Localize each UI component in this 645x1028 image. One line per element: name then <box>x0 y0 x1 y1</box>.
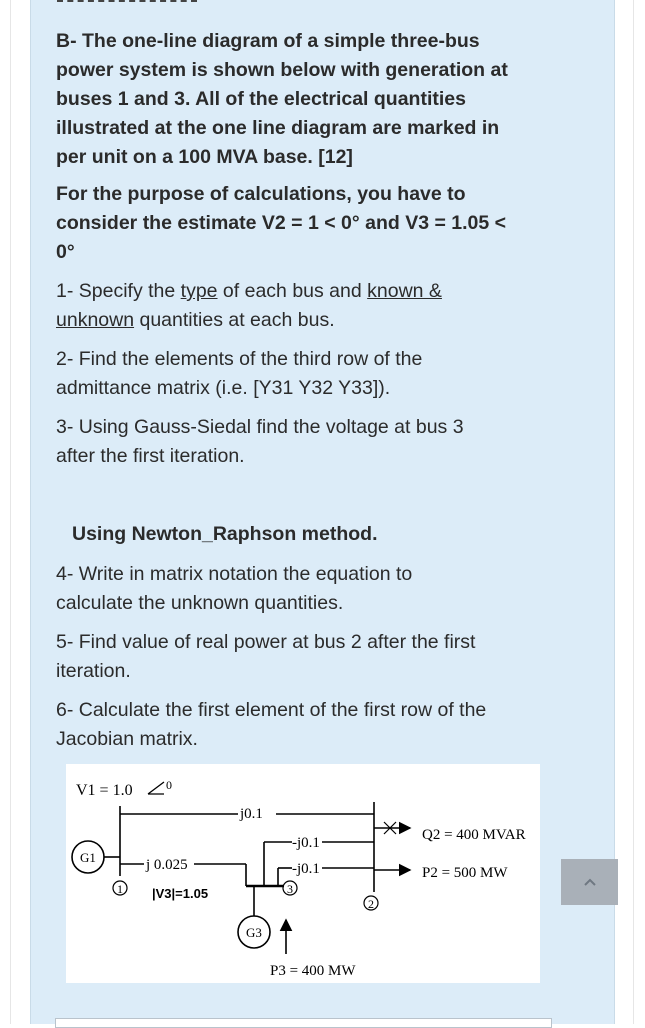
estimate-line: 0° <box>56 241 75 263</box>
z12-label: j0.1 <box>240 806 263 822</box>
v1-angle: 0 <box>166 778 172 792</box>
intro-paragraph <box>56 27 566 172</box>
item-2 <box>56 345 566 403</box>
item-line: after the first iteration. <box>56 445 245 467</box>
z13-label: j 0.025 <box>146 857 188 873</box>
angle-symbol <box>148 782 164 794</box>
item-3 <box>56 413 566 471</box>
generator-1-label: G1 <box>80 850 96 865</box>
item-1-line-2: unknown quantities at each bus. <box>56 309 335 331</box>
p3-label: P3 = 400 MW <box>270 963 356 979</box>
item-line: 2- Find the elements of the third row of the <box>56 348 423 370</box>
answer-input-box[interactable] <box>55 1018 552 1028</box>
scroll-to-top-button[interactable] <box>561 859 618 905</box>
item-4 <box>56 560 566 618</box>
estimate-line: For the purpose of calculations, you have to <box>56 183 466 205</box>
z23-label-b: -j0.1 <box>292 861 320 877</box>
item-1-line-1: 1- Specify the type of each bus and known & <box>56 280 442 302</box>
intro-line: B- The one-line diagram of a simple three-bus <box>56 30 480 52</box>
bus-1-number: 1 <box>117 882 123 896</box>
chevron-up-icon <box>583 877 597 887</box>
generator-3-label: G3 <box>246 925 262 940</box>
q2-label: Q2 = 400 MVAR <box>422 827 526 843</box>
diagram-canvas <box>66 764 540 983</box>
item-6 <box>56 696 566 754</box>
z23-label-a: -j0.1 <box>292 835 320 851</box>
item-line: 6- Calculate the first element of the first row of the <box>56 699 487 721</box>
v1-label: V1 = 1.0 <box>76 782 133 799</box>
v3-label: |V3|=1.05 <box>152 886 209 901</box>
intro-line: illustrated at the one line diagram are marked in <box>56 117 500 139</box>
intro-line: buses 1 and 3. All of the electrical quantities <box>56 88 466 110</box>
intro-line: power system is shown below with generation at <box>56 59 508 81</box>
bus-3-number: 3 <box>287 882 293 896</box>
item-line: calculate the unknown quantities. <box>56 592 344 614</box>
newton-raphson-heading: Using Newton_Raphson method. <box>72 523 378 545</box>
estimate-line: consider the estimate V2 = 1 < 0° and V3 = 1.05 < <box>56 212 507 234</box>
item-line: iteration. <box>56 660 131 682</box>
item-line: admittance matrix (i.e. [Y31 Y32 Y33]). <box>56 377 391 399</box>
bus-2-number: 2 <box>368 897 374 911</box>
item-line: 5- Find value of real power at bus 2 after the first <box>56 631 476 653</box>
intro-line: per unit on a 100 MVA base. [12] <box>56 146 353 168</box>
item-line: Jacobian matrix. <box>56 728 198 750</box>
estimate-paragraph <box>56 180 566 267</box>
one-line-diagram <box>66 764 540 983</box>
item-line: 4- Write in matrix notation the equation to <box>56 563 413 585</box>
item-1 <box>56 277 566 335</box>
item-line: 3- Using Gauss-Siedal find the voltage at bus 3 <box>56 416 464 438</box>
dashed-divider <box>57 0 197 3</box>
item-5 <box>56 628 566 686</box>
p2-label: P2 = 500 MW <box>422 865 508 881</box>
